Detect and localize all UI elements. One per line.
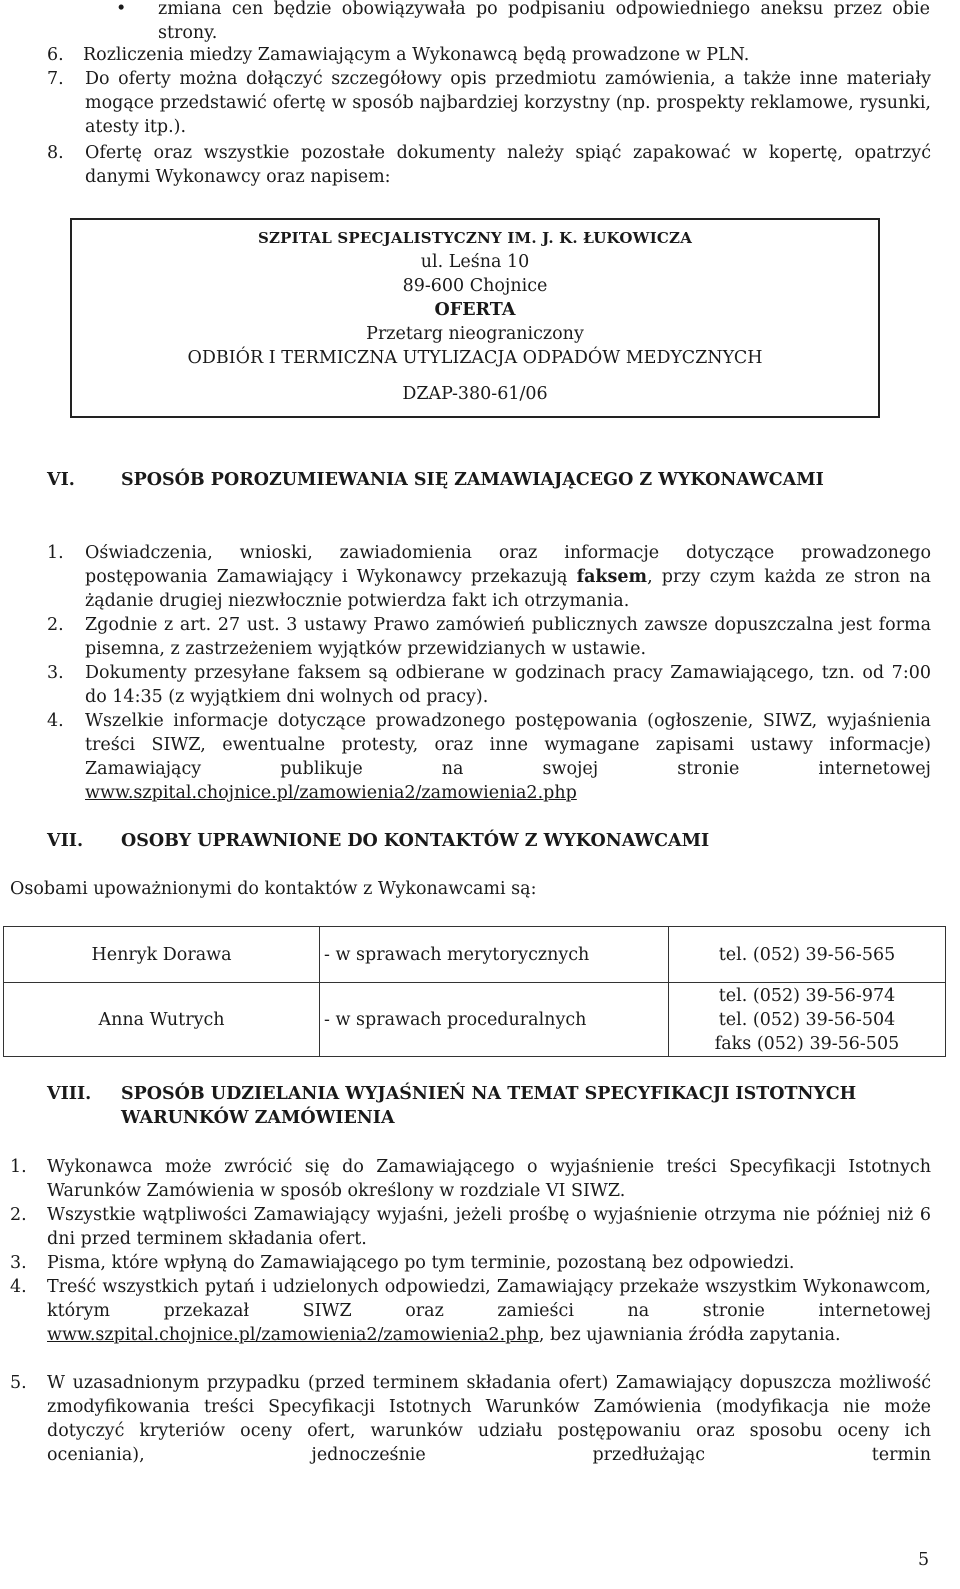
contact-fax: faks (052) 39-56-505 [714,1033,900,1054]
bullet-item [116,0,930,45]
item-number: 2. [47,615,64,635]
section-7-title: OSOBY UPRAWNIONE DO KONTAKTÓW Z WYKONAWCAMI [121,831,710,851]
envelope-label-box [70,218,880,418]
section-6-title: SPOSÓB POROZUMIEWANIA SIĘ ZAMAWIAJĄCEGO Z WYKONAWCAMI [121,470,824,490]
item-number: 6. [47,45,64,65]
item-text: Zgodnie z art. 27 ust. 3 ustawy Prawo zamówień publicznych zawsze dopuszczalna jest forma pisemna, z zastrzeżeniem wyjątków przewidzianych w ustawie. [85,615,931,659]
section-8-title: SPOSÓB UDZIELANIA WYJAŚNIEŃ NA TEMAT SPECYFIKACJI ISTOTNYCH WARUNKÓW ZAMÓWIENIA [121,1084,857,1128]
bullet-text: zmiana cen będzie obowiązywała po podpisaniu odpowiedniego aneksu przez obie strony. [158,0,930,43]
section-6-item-1 [47,541,931,613]
item-number: 3. [47,663,64,683]
item-text: W uzasadnionym przypadku (przed terminem składania ofert) Zamawiający dopuszcza możliwość zmodyfikowania treści Specyfikacji Istotnych Warunków Zamówienia (modyfikacja nie może dotyczyć kryteriów oceny ofert, warunków udziału postępowaniu oraz sposobu oceny ich oceniania), jednocześnie przedłużając termin [47,1373,931,1465]
item-number: 8. [47,143,64,163]
section-6-item-4 [47,709,931,805]
contacts-table [3,926,946,1057]
item-number: 1. [47,543,64,563]
item-text: Wszelkie informacje dotyczące prowadzonego postępowania (ogłoszenie, SIWZ, wyjaśnienia treści SIWZ, ewentualne protesty, oraz inne wymagane zapisami ustawy informacje) Zamawiający publikuje na swojej stronie internetowej [85,711,931,779]
item-text-bold: faksem [576,567,648,587]
contact-phone: tel. (052) 39-56-565 [669,927,946,983]
intro-item-8 [47,141,931,189]
page-number: 5 [918,1550,930,1570]
section-8-item-4 [10,1275,931,1347]
reference-number: DZAP-380-61/06 [402,384,548,404]
item-number: 1. [10,1157,27,1177]
intro-item-6 [47,43,931,67]
contact-scope: - w sprawach proceduralnych [320,983,669,1057]
section-6-number: VI. [47,470,75,490]
item-text: Rozliczenia miedzy Zamawiającym a Wykonawcą będą prowadzone w PLN. [83,45,750,65]
city-address: 89-600 Chojnice [402,276,548,296]
contacts-intro: Osobami upoważnionymi do kontaktów z Wykonawcami są: [10,879,537,899]
tender-type: Przetarg nieograniczony [366,324,584,344]
item-text: Treść wszystkich pytań i udzielonych odpowiedzi, Zamawiający przekaże wszystkim Wykonawcom, którym przekazał SIWZ oraz zamieści na stronie internetowej [47,1277,931,1321]
contact-name: Henryk Dorawa [4,927,320,983]
section-8-item-1 [10,1155,931,1203]
section-8-item-2 [10,1203,931,1251]
section-8-item-5 [10,1371,931,1467]
item-text: , przy czym każda ze stron na żądanie drugiej niezwłocznie potwierdza fakt ich otrzymania. [85,567,931,611]
section-8-number: VIII. [47,1084,92,1104]
item-text: , bez ujawniania źródła zapytania. [538,1325,841,1345]
item-number: 4. [47,711,64,731]
item-text: Ofertę oraz wszystkie pozostałe dokumenty należy spiąć zapakować w kopertę, opatrzyć danymi Wykonawcy oraz napisem: [85,143,931,187]
item-number: 3. [10,1253,27,1273]
item-text: Oświadczenia, wnioski, zawiadomienia oraz informacje dotyczące prowadzonego postępowania Zamawiający i Wykonawcy przekazują [85,543,931,587]
contact-name: Anna Wutrych [4,983,320,1057]
tender-subject: ODBIÓR I TERMICZNA UTYLIZACJA ODPADÓW MEDYCZNYCH [187,348,763,368]
section-8-item-3 [10,1251,931,1275]
section-7-number: VII. [47,831,84,851]
street-address: ul. Leśna 10 [420,252,530,272]
contact-phone: tel. (052) 39-56-504 [718,1009,896,1030]
section-6-item-3 [47,661,931,709]
offer-label: OFERTA [434,300,516,320]
item-text: Do oferty można dołączyć szczegółowy opis przedmiotu zamówienia, a także inne materiały mogące przedstawić ofertę w sposób najbardziej korzystny (np. prospekty reklamowe, rysunki, atesty itp.). [85,69,931,137]
table-row [4,983,946,1057]
item-number: 7. [47,69,64,89]
item-number: 5. [10,1373,27,1393]
intro-item-7 [47,67,931,139]
website-link[interactable]: www.szpital.chojnice.pl/zamowienia2/zamowienia2.php [47,1325,539,1345]
item-text: Dokumenty przesyłane faksem są odbierane w godzinach pracy Zamawiającego, tzn. od 7:00 do 14:35 (z wyjątkiem dni wolnych od pracy). [85,663,931,707]
contact-phones [669,983,946,1057]
item-text: Wszystkie wątpliwości Zamawiający wyjaśni, jeżeli prośbę o wyjaśnienie otrzyma nie później niż 6 dni przed terminem składania ofert. [47,1205,931,1249]
website-link[interactable]: www.szpital.chojnice.pl/zamowienia2/zamowienia2.php [85,783,577,803]
item-text: Wykonawca może zwrócić się do Zamawiającego o wyjaśnienie treści Specyfikacji Istotnych Warunków Zamówienia w sposób określony w rozdziale VI SIWZ. [47,1157,931,1201]
table-row [4,927,946,983]
item-text: Pisma, które wpłyną do Zamawiającego po tym terminie, pozostaną bez odpowiedzi. [47,1253,795,1273]
contact-scope: - w sprawach merytorycznych [320,927,669,983]
contact-phone: tel. (052) 39-56-974 [718,985,896,1006]
bullet-icon: • [116,0,127,19]
hospital-name: SZPITAL SPECJALISTYCZNY IM. J. K. ŁUKOWICZA [257,229,693,247]
item-number: 2. [10,1205,27,1225]
section-6-item-2 [47,613,931,661]
item-number: 4. [10,1277,27,1297]
